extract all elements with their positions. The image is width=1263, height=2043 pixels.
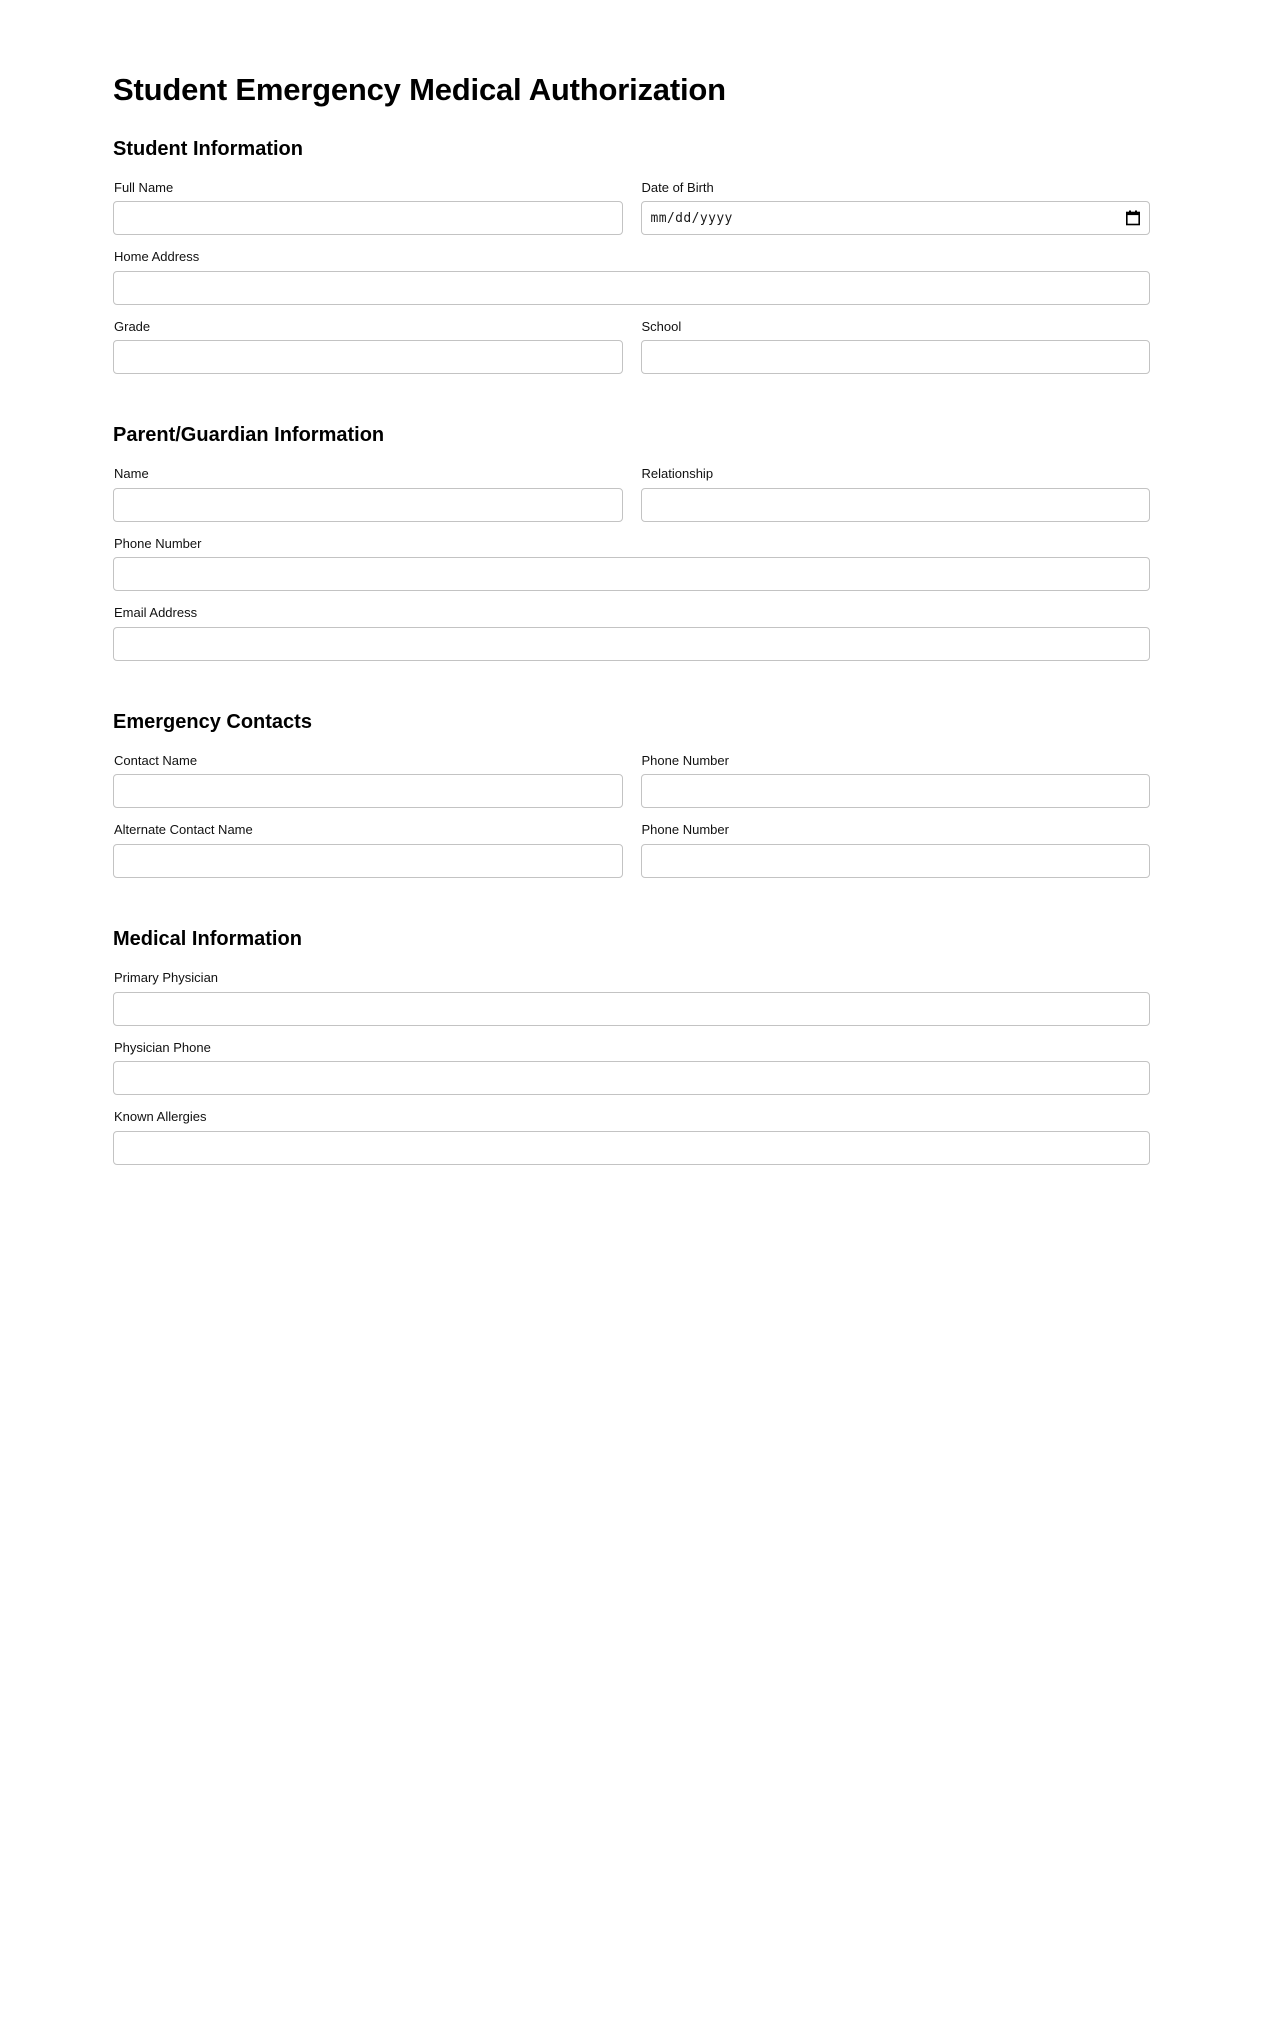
- alternate-contact-phone-number-label: Phone Number: [641, 822, 729, 838]
- full-name-label: Full Name: [114, 179, 174, 195]
- field-full-name: [113, 179, 623, 236]
- field-school: [641, 318, 1151, 375]
- form-row: [113, 604, 1150, 661]
- form-row: [113, 465, 1150, 522]
- physician-phone-label: Physician Phone: [114, 1039, 211, 1055]
- calendar-icon[interactable]: [1126, 211, 1140, 226]
- section-title-medical-information: Medical Information: [113, 927, 302, 950]
- contact-name-label: Contact Name: [114, 752, 198, 768]
- form-row: [113, 752, 1150, 809]
- field-contact-phone-number: [641, 752, 1151, 809]
- page-title: Student Emergency Medical Authorization: [113, 72, 726, 107]
- section-emergency-contacts: [113, 710, 1150, 878]
- contact-name-input[interactable]: [113, 774, 623, 808]
- field-primary-physician: [113, 969, 1150, 1026]
- school-input[interactable]: [641, 340, 1151, 374]
- form-row: [113, 969, 1150, 1026]
- primary-physician-label: Primary Physician: [114, 969, 219, 985]
- field-date-of-birth: [641, 179, 1151, 236]
- alternate-contact-name-label: Alternate Contact Name: [114, 822, 253, 838]
- school-label: School: [641, 318, 682, 334]
- contact-phone-number-input[interactable]: [641, 774, 1151, 808]
- section-title-parent-guardian-information: Parent/Guardian Information: [113, 424, 385, 447]
- field-contact-name: [113, 752, 623, 809]
- grade-input[interactable]: [113, 340, 623, 374]
- guardian-name-label: Name: [114, 466, 149, 482]
- section-title-emergency-contacts: Emergency Contacts: [113, 710, 312, 733]
- alternate-contact-name-input[interactable]: [113, 844, 623, 878]
- field-guardian-phone-number: [113, 535, 1150, 592]
- field-grade: [113, 318, 623, 375]
- grade-label: Grade: [114, 318, 151, 334]
- section-parent-guardian-information: [113, 423, 1150, 661]
- home-address-input[interactable]: [113, 271, 1150, 305]
- field-alternate-contact-phone-number: [641, 821, 1151, 878]
- physician-phone-input[interactable]: [113, 1061, 1150, 1095]
- form-row: [113, 821, 1150, 878]
- primary-physician-input[interactable]: [113, 992, 1150, 1026]
- home-address-label: Home Address: [114, 249, 200, 265]
- form-row: [113, 179, 1150, 236]
- form-row: [113, 318, 1150, 375]
- date-of-birth-input[interactable]: [641, 201, 1151, 235]
- field-alternate-contact-name: [113, 821, 623, 878]
- section-title-student-information: Student Information: [113, 137, 303, 160]
- section-student-information: [113, 137, 1150, 375]
- field-guardian-email-address: [113, 604, 1150, 661]
- contact-phone-number-label: Phone Number: [641, 752, 729, 768]
- form-row: [113, 535, 1150, 592]
- guardian-relationship-input[interactable]: [641, 488, 1151, 522]
- guardian-email-address-label: Email Address: [114, 605, 198, 621]
- form-row: [113, 248, 1150, 305]
- date-of-birth-label: Date of Birth: [641, 179, 714, 195]
- form-row: [113, 1108, 1150, 1165]
- known-allergies-input[interactable]: [113, 1131, 1150, 1165]
- known-allergies-label: Known Allergies: [114, 1109, 207, 1125]
- guardian-relationship-label: Relationship: [641, 466, 714, 482]
- field-home-address: [113, 248, 1150, 305]
- full-name-input[interactable]: [113, 201, 623, 235]
- guardian-phone-number-label: Phone Number: [114, 535, 202, 551]
- form-row: [113, 1039, 1150, 1096]
- date-of-birth-placeholder: mm/dd/yyyy: [650, 210, 733, 226]
- guardian-phone-number-input[interactable]: [113, 557, 1150, 591]
- section-medical-information: [113, 927, 1150, 1165]
- field-guardian-name: [113, 465, 623, 522]
- form-sections: [113, 137, 1150, 1165]
- guardian-email-address-input[interactable]: [113, 627, 1150, 661]
- field-guardian-relationship: [641, 465, 1151, 522]
- guardian-name-input[interactable]: [113, 488, 623, 522]
- alternate-contact-phone-number-input[interactable]: [641, 844, 1151, 878]
- field-known-allergies: [113, 1108, 1150, 1165]
- field-physician-phone: [113, 1039, 1150, 1096]
